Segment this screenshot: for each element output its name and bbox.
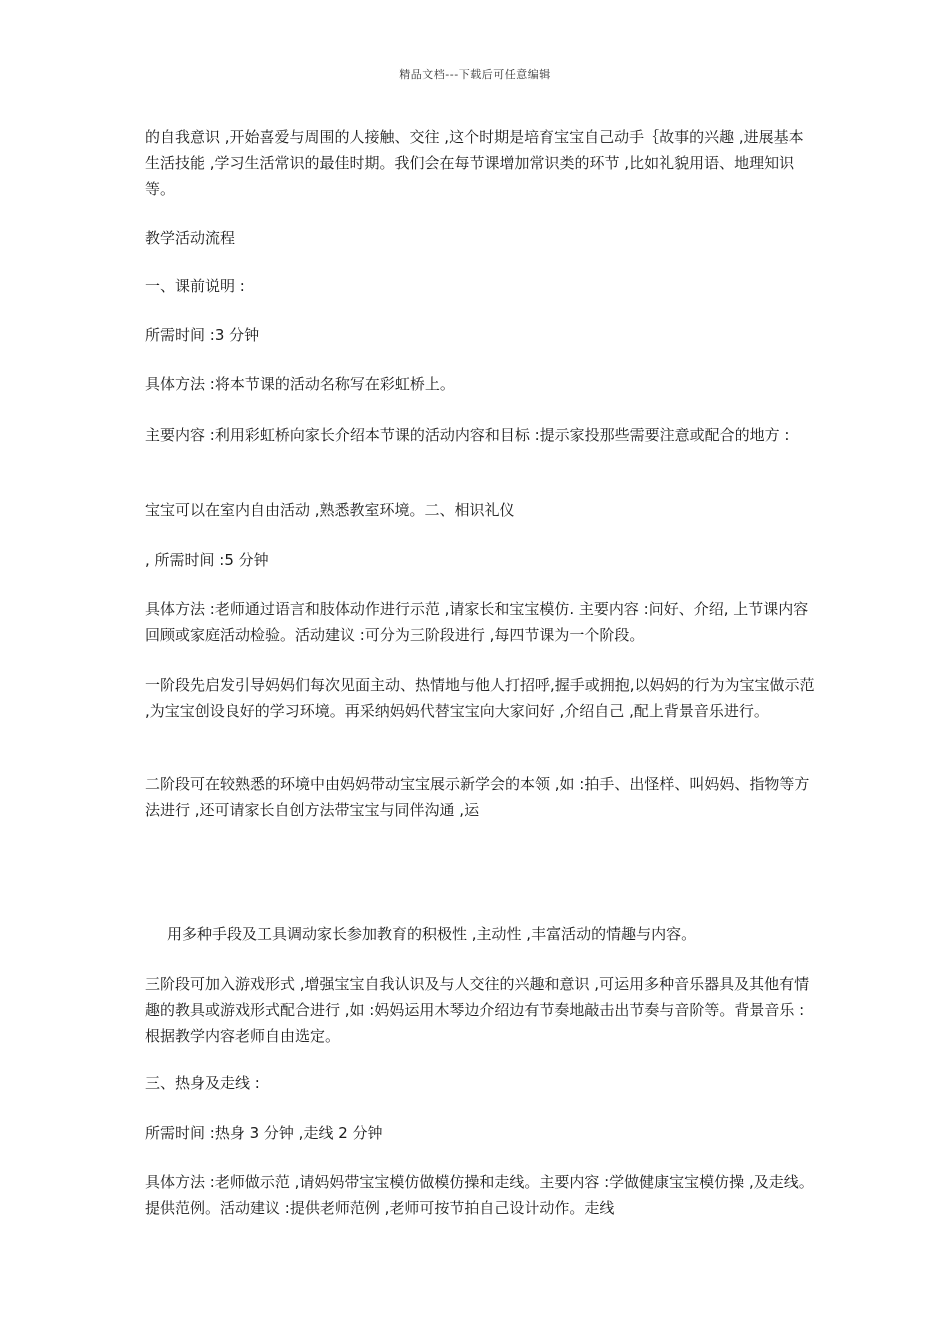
paragraph-method-warmup: 具体方法 :老师做示范 ,请妈妈带宝宝模仿做模仿操和走线。主要内容 :学做健康宝宝模仿操 ,及走线。提供范例。活动建议 :提供老师范例 ,老师可按节拍自己设计动作。走线 (145, 1173, 814, 1217)
heading-teaching-flow: 教学活动流程 (145, 229, 236, 247)
page-header-watermark: 精品文档---下载后可任意编辑 (399, 68, 551, 81)
paragraph-stage-three: 三阶段可加入游戏形式 ,增强宝宝自我认识及与人交往的兴趣和意识 ,可运用多种音乐器具及其他有情趣的教具或游戏形式配合进行 ,如 :妈妈运用木琴边介绍边有节奏地敲击出节奏与音阶等。背景音乐 :根据教学内容老师自由选定。 (145, 975, 810, 1045)
paragraph-stage-two: 二阶段可在较熟悉的环境中由妈妈带动宝宝展示新学会的本领 ,如 :拍手、出怪样、叫妈妈、指物等方法进行 ,还可请家长自创方法带宝宝与同伴沟通 ,运 (145, 775, 810, 819)
paragraph-free-activity: 宝宝可以在室内自由活动 ,熟悉教室环境。二、相识礼仪 (145, 501, 515, 519)
paragraph-main-content: 主要内容 :利用彩虹桥向家长介绍本节课的活动内容和目标 :提示家投那些需要注意或配合的地方 : (145, 426, 790, 444)
paragraph-time-3min: 所需时间 :3 分钟 (145, 326, 260, 344)
paragraph-time-5min: , 所需时间 :5 分钟 (145, 551, 269, 569)
heading-section-three: 三、热身及走线 : (145, 1074, 260, 1092)
paragraph-intro: 的自我意识 ,开始喜爱与周围的人接触、交往 ,这个时期是培育宝宝自己动手｛故事的兴趣 ,进展基本生活技能 ,学习生活常识的最佳时期。我们会在每节课增加常识类的环节 ,比如礼貌用语、地理知识等。 (145, 128, 804, 198)
paragraph-time-warmup: 所需时间 :热身 3 分钟 ,走线 2 分钟 (145, 1124, 383, 1142)
paragraph-continuation: 用多种手段及工具调动家长参加教育的积极性 ,主动性 ,丰富活动的情趣与内容。 (167, 925, 697, 943)
paragraph-method-rainbow: 具体方法 :将本节课的活动名称写在彩虹桥上。 (145, 375, 455, 393)
paragraph-stage-one: 一阶段先启发引导妈妈们每次见面主动、热情地与他人打招呼,握手或拥抱,以妈妈的行为为宝宝做示范 ,为宝宝创设良好的学习环境。再采纳妈妈代替宝宝向大家问好 ,介绍自己 ,配上背景音乐进行。 (145, 676, 815, 720)
paragraph-method-demo: 具体方法 :老师通过语言和肢体动作进行示范 ,请家长和宝宝模仿. 主要内容 :问好、介绍, 上节课内容回顾或家庭活动检验。活动建议 :可分为三阶段进行 ,每四节课为一个阶段。 (145, 600, 809, 644)
heading-section-one: 一、课前说明 : (145, 277, 245, 295)
